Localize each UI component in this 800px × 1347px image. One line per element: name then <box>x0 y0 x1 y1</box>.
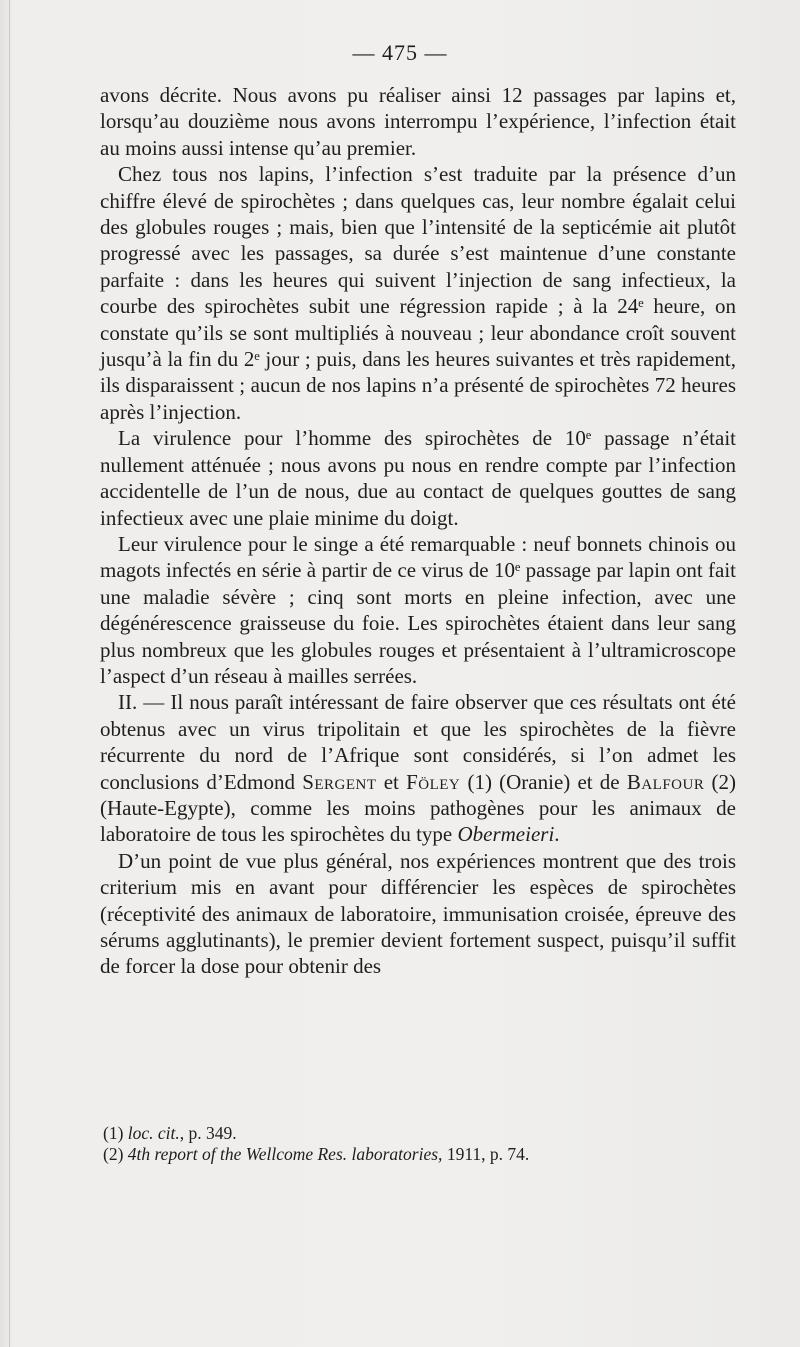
footnote-1-page: , p. 349. <box>179 1123 237 1143</box>
footnote-1 <box>103 1123 733 1144</box>
footnote-2-page: 1911, p. 74. <box>442 1144 530 1164</box>
paragraph-5-text-d: (2) (Haute-Egypte), comme les moins pathogènes pour les animaux de laboratoire de tous les spirochètes du type <box>100 769 737 847</box>
footnote-2-citation: 4th report of the Wellcome Res. laboratories, <box>127 1144 443 1164</box>
paragraph-5 <box>100 689 736 847</box>
footnote-1-marker: (1) <box>103 1123 124 1143</box>
page-edge-line <box>9 0 10 1347</box>
paragraph-3: La virulence pour l’homme des spirochètes de 10ᵉ passage n’était nullement atténuée ; nous avons pu nous en rendre compte par l’infection accidentelle de l’un de nous, due au contact de quelques gouttes de sang infectieux avec une plaie minime du doigt. <box>100 426 736 530</box>
footnote-1-citation: loc. cit. <box>127 1123 180 1143</box>
paragraph-2: Chez tous nos lapins, l’infection s’est traduite par la présence d’un chiffre élevé de spirochètes ; dans quelques cas, leur nombre égalait celui des globules rouges ; mais, bien que l’intensité de la septicémie ait plutôt progressé avec les passages, sa durée s’est maintenue d’une constante parfaite : dans les heures qui suivent l’injection de sang infectieux, la courbe des spirochètes subit une régression rapide ; à la 24ᵉ heure, on constate qu’ils se sont multipliés à nouveau ; leur abondance croît souvent jusqu’à la fin du 2ᵉ jour ; puis, dans les heures suivantes et très rapidement, ils disparaissent ; aucun de nos lapins n’a présenté de spirochètes 72 heures après l’injection. <box>100 162 736 424</box>
paragraph-1: avons décrite. Nous avons pu réaliser ainsi 12 passages par lapins et, lorsqu’au douzième nous avons interrompu l’expérience, l’infection était au moins aussi intense qu’au premier. <box>100 83 736 160</box>
footnote-2-marker: (2) <box>103 1144 124 1164</box>
species-name-obermeieri: Obermeieri <box>457 822 555 847</box>
footnote-2 <box>103 1144 733 1165</box>
paragraph-4: Leur virulence pour le singe a été remarquable : neuf bonnets chinois ou magots infectés en série à partir de ce virus de 10ᵉ passage par lapin ont fait une maladie sévère ; cinq sont morts en pleine infection, avec une dégénérescence graisseuse du foie. Les spirochètes étaient dans leur sang plus nombreux que les globules rouges et présentaient à l’ultramicroscope l’aspect d’un réseau à mailles serrées. <box>100 531 736 688</box>
paragraph-5-end: . <box>554 822 560 847</box>
paragraph-5-text-a: II. — Il nous paraît intéressant de faire observer que ces résultats ont été obtenus avec un virus tripolitain et que les spirochètes de la fièvre récurrente du nord de l’Afrique sont considérés, si l’on admet les conclusions d’Edmond <box>100 690 736 794</box>
author-name-foley: Föley <box>406 769 461 794</box>
author-name-balfour: Balfour <box>626 769 705 794</box>
footnotes <box>103 1123 733 1165</box>
author-name-sergent: Sergent <box>302 769 377 794</box>
paragraph-5-text-b: et <box>376 769 407 794</box>
paragraph-5-text-c: (1) (Oranie) et de <box>460 769 627 794</box>
page-number: — 475 — <box>352 40 448 65</box>
paragraph-6: D’un point de vue plus général, nos expériences montrent que des trois criterium mis en avant pour différencier les espèces de spirochètes (réceptivité des animaux de laboratoire, immunisation croisée, épreuve des sérums agglutinants), le premier devient fortement suspect, puisqu’il suffit de forcer la dose pour obtenir des <box>100 848 736 979</box>
body-text <box>100 82 736 980</box>
